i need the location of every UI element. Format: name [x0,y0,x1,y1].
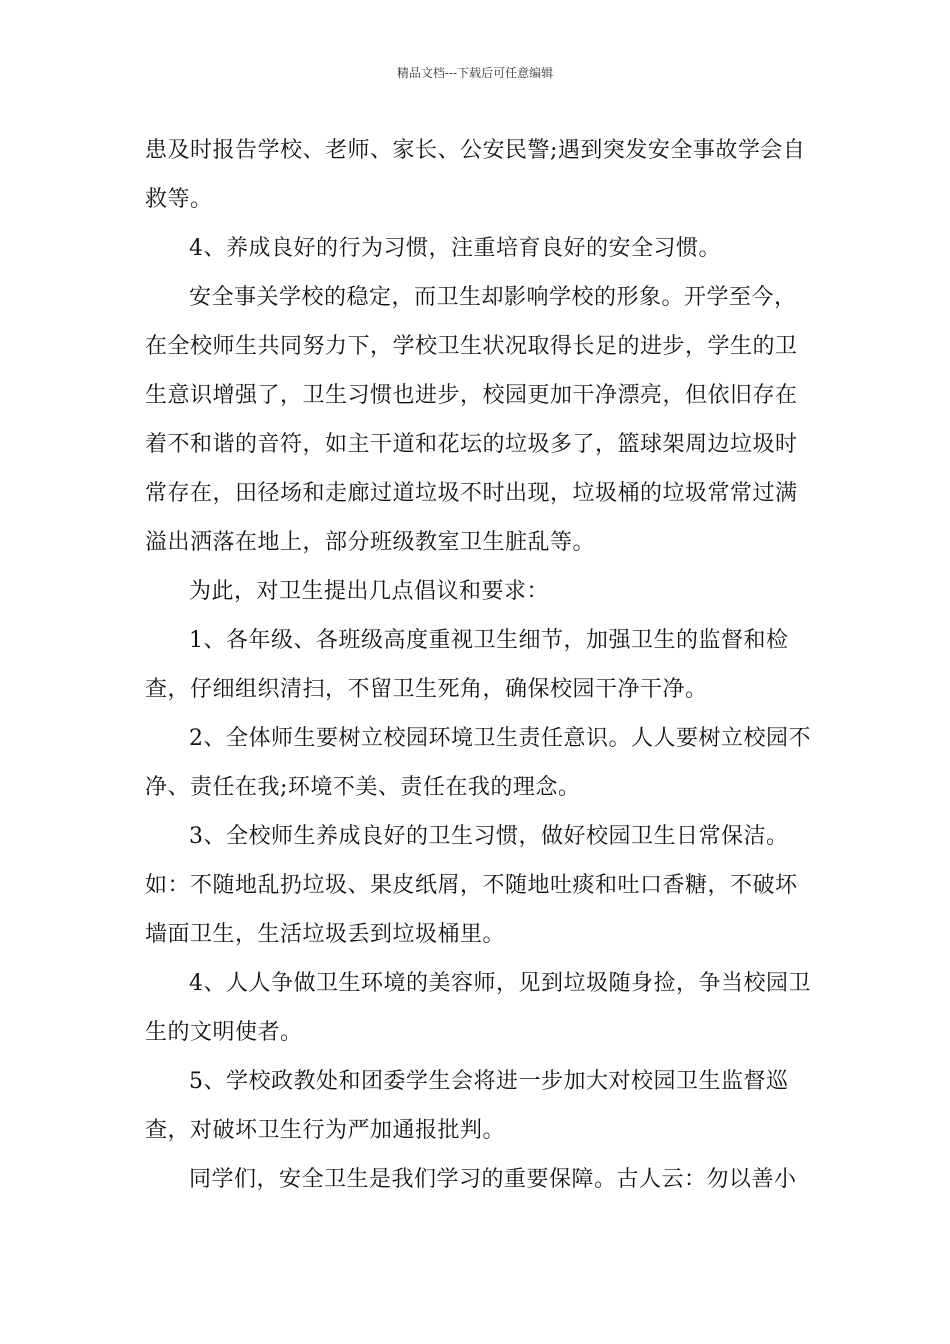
paragraph-proposal-intro: 为此，对卫生提出几点倡议和要求： [189,579,550,604]
paragraph-proposal-4: 4、人人争做卫生环境的美容师，见到垃圾随身捡，争当校园卫生的文明使者。 [145,971,811,1045]
paragraph-proposal-2: 2、全体师生要树立校园环境卫生责任意识。人人要树立校园不净、责任在我;环境不美、责任在我的理念。 [145,726,811,800]
paragraph-proposal-5: 5、学校政教处和团委学生会将进一步加大对校园卫生监督巡查，对破坏卫生行为严加通报批判。 [145,1069,789,1143]
paragraph-item-4-behavior: 4、养成良好的行为习惯，注重培育良好的安全习惯。 [189,236,721,261]
paragraph-closing: 同学们，安全卫生是我们学习的重要保障。古人云：勿以善小 [189,1167,797,1192]
paragraph-continued: 患及时报告学校、老师、家长、公安民警;遇到突发安全事故学会自救等。 [145,138,806,212]
document-body [145,126,815,1204]
page-header: 精品文档---下载后可任意编辑 [396,66,554,80]
paragraph-proposal-3: 3、全校师生养成良好的卫生习惯，做好校园卫生日常保洁。如：不随地乱扔垃圾、果皮纸屑，不随地吐痰和吐口香糖，不破坏墙面卫生，生活垃圾丢到垃圾桶里。 [145,824,798,947]
paragraph-proposal-1: 1、各年级、各班级高度重视卫生细节，加强卫生的监督和检查，仔细组织清扫，不留卫生死角，确保校园干净干净。 [145,628,789,702]
paragraph-hygiene-status: 安全事关学校的稳定，而卫生却影响学校的形象。开学至今，在全校师生共同努力下，学校卫生状况取得长足的进步，学生的卫生意识增强了，卫生习惯也进步，校园更加干净漂亮，但依旧存在着不和谐的音符，如主干道和花坛的垃圾多了，篮球架周边垃圾时常存在，田径场和走廊过道垃圾不时出现，垃圾桶的垃圾常常过满溢出洒落在地上，部分班级教室卫生脏乱等。 [145,285,798,555]
